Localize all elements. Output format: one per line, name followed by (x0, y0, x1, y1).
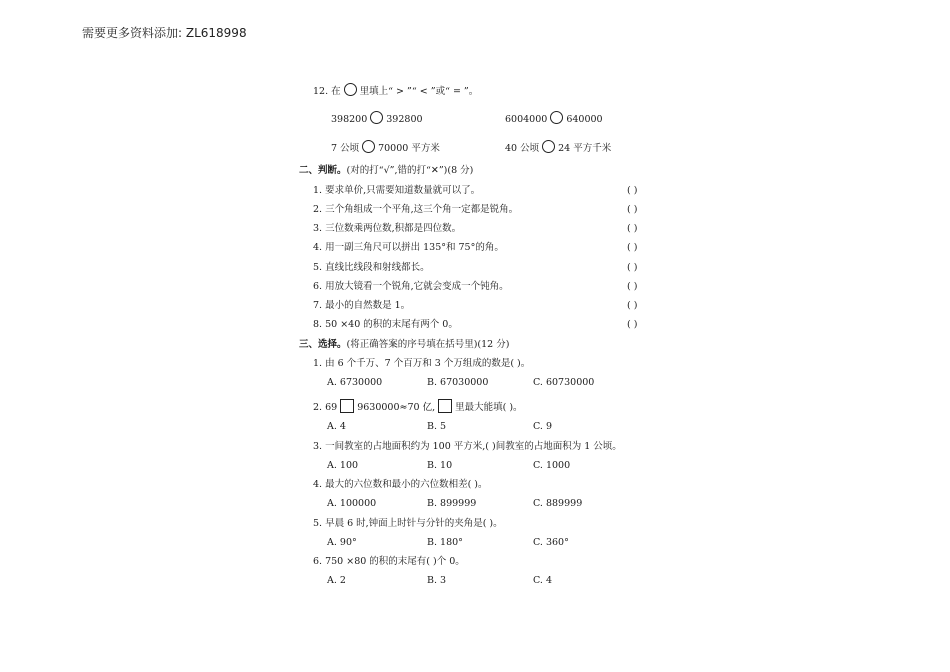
judge-answer-5[interactable]: ( ) (627, 262, 638, 273)
section3-instruction: (将正确答案的序号填在括号里)(12 分) (346, 339, 510, 350)
q12-value: 392800 (386, 114, 423, 125)
answer-circle-icon[interactable] (550, 111, 563, 124)
choice-q5-option-a[interactable]: A. 90° (327, 537, 357, 548)
q12-row2-left (331, 140, 440, 155)
choice-q2-option-c[interactable]: C. 9 (533, 421, 553, 432)
q12-title (313, 83, 478, 98)
compare-circle-icon (344, 83, 357, 96)
judge-item-1: 1. 要求单价,只需要知道数量就可以了。 (313, 185, 481, 196)
choice-q2-stem-b: 9630000≈70 亿, (357, 402, 436, 413)
judge-answer-6[interactable]: ( ) (627, 281, 638, 292)
choice-q4-stem: 4. 最大的六位数和最小的六位数相差( )。 (313, 479, 488, 490)
choice-q5-stem: 5. 早晨 6 时,钟面上时针与分针的夹角是( )。 (313, 518, 503, 529)
q12-row1-right (505, 111, 603, 126)
section2-title: 二、判断。 (299, 165, 347, 176)
q12-title-prefix: 12. 在 (313, 86, 341, 97)
q12-value: 70000 平方米 (378, 143, 440, 154)
q12-value: 6004000 (505, 114, 548, 125)
answer-circle-icon[interactable] (370, 111, 383, 124)
section2-heading (299, 164, 473, 177)
q12-value: 7 公顷 (331, 143, 360, 154)
choice-q6-option-b[interactable]: B. 3 (427, 575, 447, 586)
judge-answer-1[interactable]: ( ) (627, 185, 638, 196)
choice-q1-stem: 1. 由 6 个千万、7 个百万和 3 个万组成的数是( )。 (313, 358, 531, 369)
choice-q2-stem-c: 里最大能填( )。 (455, 402, 523, 413)
q12-title-suffix: 里填上“ > ”“ < ”或“ = ”。 (359, 86, 479, 97)
q12-value: 398200 (331, 114, 368, 125)
blank-square-icon (438, 399, 452, 413)
choice-q5-option-c[interactable]: C. 360° (533, 537, 569, 548)
header-note: 需要更多资料添加: ZL618998 (82, 26, 247, 40)
q12-row1-left (331, 111, 423, 126)
choice-q2-option-a[interactable]: A. 4 (327, 421, 346, 432)
q12-value: 24 平方千米 (558, 143, 612, 154)
choice-q4-option-b[interactable]: B. 899999 (427, 498, 477, 509)
choice-q6-stem: 6. 750 ×80 的积的末尾有( )个 0。 (313, 556, 465, 567)
choice-q2-stem-a: 2. 69 (313, 402, 338, 413)
judge-answer-2[interactable]: ( ) (627, 204, 638, 215)
judge-item-7: 7. 最小的自然数是 1。 (313, 300, 411, 311)
q12-value: 640000 (566, 114, 603, 125)
choice-q2-option-b[interactable]: B. 5 (427, 421, 447, 432)
choice-q3-option-c[interactable]: C. 1000 (533, 460, 571, 471)
choice-q4-option-c[interactable]: C. 889999 (533, 498, 583, 509)
choice-q6-option-a[interactable]: A. 2 (327, 575, 346, 586)
judge-item-6: 6. 用放大镜看一个锐角,它就会变成一个钝角。 (313, 281, 509, 292)
judge-item-8: 8. 50 ×40 的积的末尾有两个 0。 (313, 319, 458, 330)
q12-row2-right (505, 140, 611, 155)
choice-q6-option-c[interactable]: C. 4 (533, 575, 553, 586)
choice-q3-stem: 3. 一间教室的占地面积约为 100 平方米,( )间教室的占地面积为 1 公顷。 (313, 441, 622, 452)
choice-q3-option-b[interactable]: B. 10 (427, 460, 453, 471)
choice-q5-option-b[interactable]: B. 180° (427, 537, 463, 548)
answer-circle-icon[interactable] (542, 140, 555, 153)
judge-item-4: 4. 用一副三角尺可以拼出 135°和 75°的角。 (313, 242, 504, 253)
choice-q1-option-a[interactable]: A. 6730000 (327, 377, 383, 388)
judge-answer-3[interactable]: ( ) (627, 223, 638, 234)
judge-item-2: 2. 三个角组成一个平角,这三个角一定都是锐角。 (313, 204, 519, 215)
choice-q3-option-a[interactable]: A. 100 (327, 460, 359, 471)
judge-item-3: 3. 三位数乘两位数,积都是四位数。 (313, 223, 462, 234)
judge-answer-8[interactable]: ( ) (627, 319, 638, 330)
judge-answer-4[interactable]: ( ) (627, 242, 638, 253)
judge-item-5: 5. 直线比线段和射线都长。 (313, 262, 430, 273)
choice-q4-option-a[interactable]: A. 100000 (327, 498, 377, 509)
q12-value: 40 公顷 (505, 143, 540, 154)
choice-q1-option-b[interactable]: B. 67030000 (427, 377, 489, 388)
judge-answer-7[interactable]: ( ) (627, 300, 638, 311)
section2-instruction: (对的打“√”,错的打“✕”)(8 分) (346, 165, 474, 176)
blank-square-icon[interactable] (340, 399, 354, 413)
section3-title: 三、选择。 (299, 339, 347, 350)
choice-q2-stem (313, 399, 523, 414)
section3-heading (299, 338, 509, 351)
choice-q1-option-c[interactable]: C. 60730000 (533, 377, 595, 388)
answer-circle-icon[interactable] (362, 140, 375, 153)
